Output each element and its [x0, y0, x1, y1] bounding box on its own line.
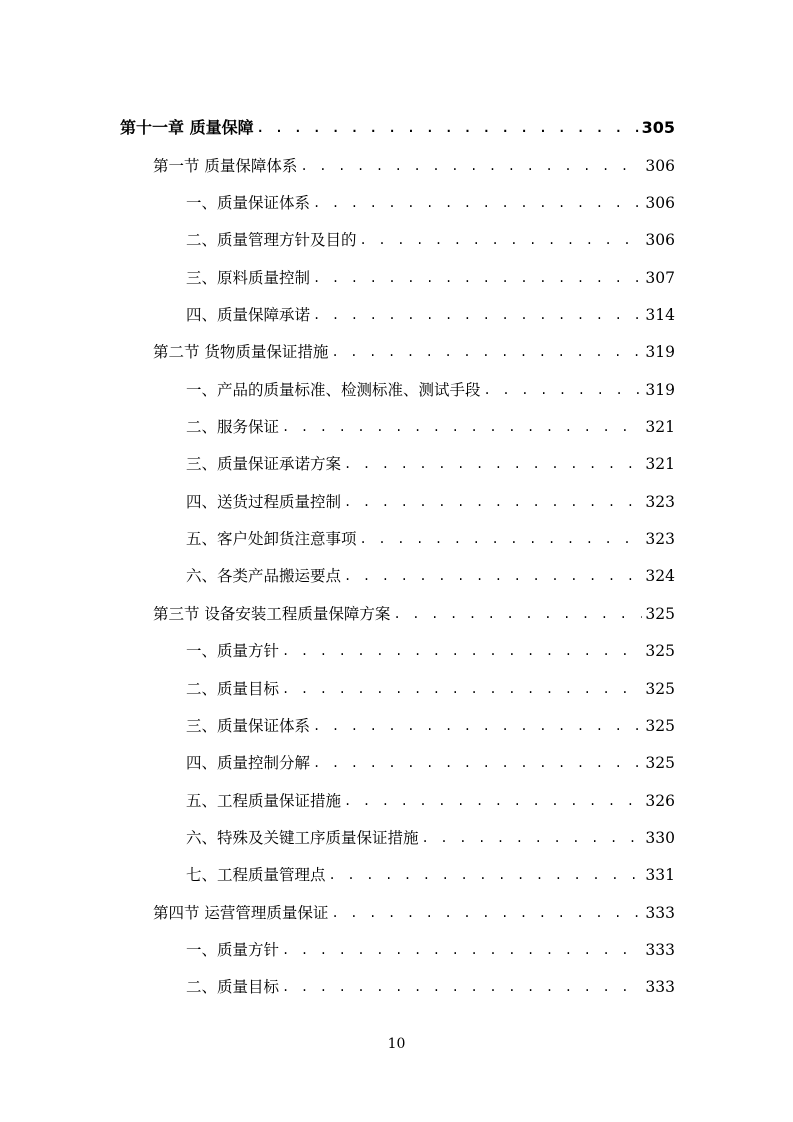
toc-entry-title: 四、质量保障承诺 [186, 306, 311, 325]
toc-entry-page: 319 [645, 380, 675, 399]
toc-entry-title: 六、各类产品搬运要点 [186, 567, 342, 586]
toc-entry-title: 四、质量控制分解 [186, 754, 311, 773]
toc-entry-page: 326 [645, 791, 675, 810]
page-number: 10 [387, 1036, 406, 1052]
toc-subsection-entry[interactable] [120, 213, 675, 250]
toc-subsection-entry[interactable] [120, 512, 675, 549]
toc-entry-page: 324 [645, 567, 675, 586]
toc-entry-page: 321 [645, 455, 675, 474]
toc-entry-title: 三、质量保证承诺方案 [186, 455, 342, 474]
toc-dot-leader [393, 604, 642, 624]
toc-dot-leader [282, 417, 642, 437]
toc-dot-leader [344, 492, 642, 512]
toc-dot-leader [282, 641, 642, 661]
toc-dot-leader [360, 230, 642, 250]
toc-entry-title: 一、产品的质量标准、检测标准、测试手段 [186, 380, 481, 399]
toc-entry-title: 二、服务保证 [186, 418, 280, 437]
toc-subsection-entry[interactable] [120, 624, 675, 661]
toc-entry-title: 六、特殊及关键工序质量保证措施 [186, 828, 419, 847]
toc-entry-page: 333 [645, 903, 675, 922]
toc-entry-page: 323 [645, 492, 675, 511]
toc-entry-page: 307 [645, 268, 675, 287]
toc-entry-page: 330 [645, 828, 675, 847]
toc-section-entry[interactable] [120, 586, 675, 623]
toc-section-entry[interactable] [120, 138, 675, 175]
toc-dot-leader [344, 791, 642, 811]
toc-subsection-entry[interactable] [120, 699, 675, 736]
toc-entry-page: 325 [645, 716, 675, 735]
toc-entry-page: 306 [645, 194, 675, 213]
toc-entry-page: 325 [645, 754, 675, 773]
toc-subsection-entry[interactable] [120, 250, 675, 287]
toc-section-entry[interactable] [120, 325, 675, 362]
toc-entry-title: 五、客户处卸货注意事项 [186, 530, 357, 549]
toc-subsection-entry[interactable] [120, 923, 675, 960]
toc-dot-leader [360, 529, 642, 549]
toc-subsection-entry[interactable] [120, 848, 675, 885]
toc-dot-leader [313, 305, 642, 325]
toc-subsection-entry[interactable] [120, 549, 675, 586]
toc-entry-page: 321 [645, 418, 675, 437]
toc-entry-title: 二、质量目标 [186, 679, 280, 698]
toc-subsection-entry[interactable] [120, 176, 675, 213]
toc-subsection-entry[interactable] [120, 288, 675, 325]
toc-dot-leader [331, 342, 642, 362]
toc-entry-page: 331 [645, 866, 675, 885]
toc-entry-title: 五、工程质量保证措施 [186, 791, 342, 810]
toc-chapter-entry[interactable] [120, 101, 675, 138]
toc-dot-leader [257, 118, 639, 138]
toc-subsection-entry[interactable] [120, 362, 675, 399]
toc-entry-title: 一、质量方针 [186, 940, 280, 959]
toc-dot-leader [300, 156, 642, 176]
toc-entry-title: 第一节 质量保障体系 [153, 156, 298, 175]
toc-entry-page: 333 [645, 940, 675, 959]
toc-entry-title: 第三节 设备安装工程质量保障方案 [153, 604, 391, 623]
toc-entry-title: 第十一章 质量保障 [120, 118, 254, 138]
toc-subsection-entry[interactable] [120, 474, 675, 511]
toc-subsection-entry[interactable] [120, 400, 675, 437]
toc-subsection-entry[interactable] [120, 736, 675, 773]
toc-subsection-entry[interactable] [120, 661, 675, 698]
toc-entry-title: 一、质量保证体系 [186, 194, 311, 213]
toc-entry-page: 319 [645, 343, 675, 362]
toc-dot-leader [422, 828, 642, 848]
toc-entry-title: 四、送货过程质量控制 [186, 492, 342, 511]
toc-entry-page: 306 [645, 231, 675, 250]
table-of-contents [120, 101, 675, 997]
toc-entry-title: 第二节 货物质量保证措施 [153, 343, 329, 362]
toc-entry-page: 325 [645, 679, 675, 698]
toc-subsection-entry[interactable] [120, 437, 675, 474]
toc-dot-leader [344, 454, 642, 474]
toc-subsection-entry[interactable] [120, 811, 675, 848]
toc-entry-title: 二、质量目标 [186, 978, 280, 997]
toc-entry-page: 325 [645, 604, 675, 623]
toc-dot-leader [313, 268, 642, 288]
toc-entry-page: 314 [645, 306, 675, 325]
toc-subsection-entry[interactable] [120, 960, 675, 997]
toc-entry-title: 七、工程质量管理点 [186, 866, 326, 885]
toc-dot-leader [313, 716, 642, 736]
toc-entry-title: 第四节 运营管理质量保证 [153, 903, 329, 922]
toc-subsection-entry[interactable] [120, 773, 675, 810]
toc-dot-leader [313, 193, 642, 213]
toc-entry-title: 二、质量管理方针及目的 [186, 231, 357, 250]
toc-entry-title: 三、原料质量控制 [186, 268, 311, 287]
toc-dot-leader [344, 566, 642, 586]
toc-entry-page: 323 [645, 530, 675, 549]
toc-entry-page: 305 [641, 118, 675, 138]
toc-dot-leader [484, 380, 642, 400]
toc-entry-title: 一、质量方针 [186, 642, 280, 661]
toc-entry-title: 三、质量保证体系 [186, 716, 311, 735]
toc-dot-leader [329, 865, 642, 885]
toc-dot-leader [282, 977, 642, 997]
toc-dot-leader [313, 753, 642, 773]
toc-section-entry[interactable] [120, 885, 675, 922]
toc-entry-page: 306 [645, 156, 675, 175]
toc-dot-leader [282, 940, 642, 960]
toc-dot-leader [331, 903, 642, 923]
toc-entry-page: 333 [645, 978, 675, 997]
toc-dot-leader [282, 679, 642, 699]
toc-entry-page: 325 [645, 642, 675, 661]
